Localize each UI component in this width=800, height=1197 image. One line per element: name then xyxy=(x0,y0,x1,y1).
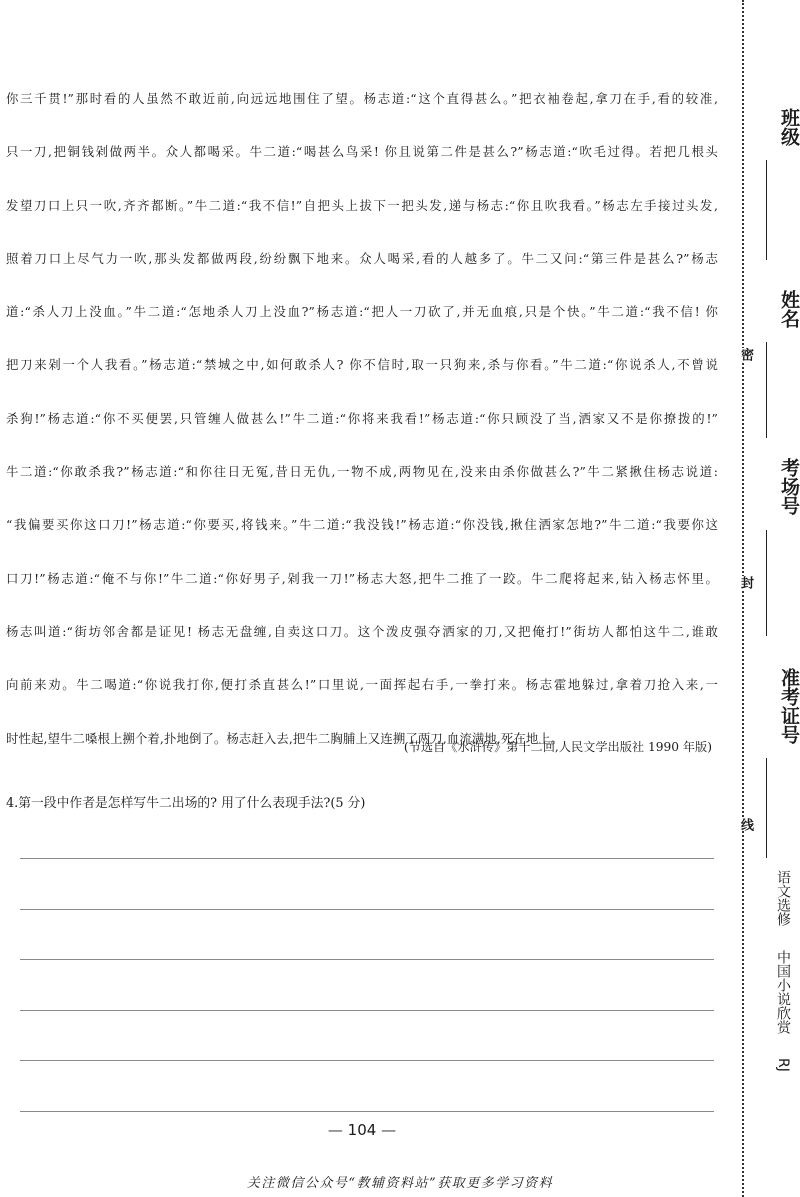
binding-dotted-line xyxy=(742,0,744,1197)
question-4: 4.第一段中作者是怎样写牛二出场的? 用了什么表现手法?(5 分) xyxy=(6,796,366,811)
page-number-value: 104 xyxy=(347,1121,377,1139)
passage-line: 杨志叫道:“街坊邻舍都是证见! 杨志无盘缠,自卖这口刀。这个泼皮强夺洒家的刀,又把俺打!”街坊人都怕这牛二,谁敢 xyxy=(6,623,718,639)
exam-room-field-label: 考场号 xyxy=(778,458,800,515)
page-number-dash: — xyxy=(381,1121,397,1139)
book-info xyxy=(760,870,790,1090)
class-field-label: 班级 xyxy=(778,108,800,146)
page-number-dash: — xyxy=(327,1121,343,1139)
line-mark: 线 xyxy=(734,818,752,831)
class-field-input[interactable] xyxy=(766,160,767,260)
passage-line: 向前来劝。牛二喝道:“你说我打你,便打杀直甚么!”口里说,一面挥起右手,一拳打来。杨志霍地躲过,拿着刀抢入来,一 xyxy=(6,677,718,693)
name-field-input[interactable] xyxy=(766,342,767,438)
source-citation: (节选自《水浒传》第十二回,人民文学出版社 1990 年版) xyxy=(403,740,712,754)
passage-line: 发望刀口上只一吹,齐齐都断。”牛二道:“我不信!”自把头上拔下一把头发,递与杨志:“你且吹我看。”杨志左手接过头发, xyxy=(6,197,718,213)
passage-line: 照着刀口上尽气力一吹,那头发都做两段,纷纷飘下地来。众人喝采,看的人越多了。牛二又问:“第三件是甚么?”杨志 xyxy=(6,250,718,266)
exam-id-field-label: 准考证号 xyxy=(778,668,800,744)
footer-watermark-note: 关注微信公众号“教辅资料站”获取更多学习资料 xyxy=(246,1176,554,1191)
answer-area[interactable] xyxy=(20,858,714,1161)
passage-line: 你三千贯!”那时看的人虽然不敢近前,向远远地围住了望。杨志道:“这个直得甚么。”把衣袖卷起,拿刀在手,看的较准, xyxy=(6,91,718,106)
passage-line: 牛二道:“你敢杀我?”杨志道:“和你往日无冤,昔日无仇,一物不成,两物见在,没来由杀你做甚么?”牛二紧揪住杨志说道: xyxy=(6,464,718,480)
passage-line: “我偏要买你这口刀!”杨志道:“你要买,将钱来。”牛二道:“我没钱!”杨志道:“你没钱,揪住洒家怎地?”牛二道:“我要你这 xyxy=(6,517,718,533)
book-title: 中国小说欣赏 xyxy=(775,950,791,1034)
passage-line: 时性起,望牛二嗓根上搠个着,扑地倒了。杨志赶入去,把牛二胸脯上又连搠了两刀,血流满地,死在地上。 xyxy=(6,730,564,746)
book-subject: 语文选修 xyxy=(775,870,791,926)
passage-line: 把刀来剁一个人我看。”杨志道:“禁城之中,如何敢杀人? 你不信时,取一只狗来,杀与你看。”牛二道:“你说杀人,不曾说 xyxy=(6,357,718,373)
exam-id-field-input[interactable] xyxy=(766,758,767,858)
enclose-mark: 封 xyxy=(734,576,752,589)
answer-line[interactable] xyxy=(20,959,714,1010)
answer-line[interactable] xyxy=(20,1010,714,1061)
answer-line[interactable] xyxy=(20,909,714,960)
passage-line: 杀狗!”杨志道:“你不买便罢,只管缠人做甚么!”牛二道:“你将来我看!”杨志道:“你只顾没了当,洒家又不是你撩拨的!” xyxy=(6,410,718,426)
passage-line: 口刀!”杨志道:“俺不与你!”牛二道:“你好男子,剁我一刀!”杨志大怒,把牛二推了一跤。牛二爬将起来,钻入杨志怀里。 xyxy=(6,570,718,586)
page-number xyxy=(326,1121,398,1139)
passage-line: 道:“杀人刀上没血。”牛二道:“怎地杀人刀上没血?”杨志道:“把人一刀砍了,并无血痕,只是个快。”牛二道:“我不信! 你 xyxy=(6,304,718,320)
answer-line[interactable] xyxy=(20,1060,714,1111)
book-edition: RJ xyxy=(775,1058,791,1072)
seal-mark: 密 xyxy=(734,348,752,361)
exam-room-field-input[interactable] xyxy=(766,530,767,636)
name-field-label: 姓名 xyxy=(778,290,800,328)
answer-line[interactable] xyxy=(20,858,714,909)
passage-line: 只一刀,把铜钱剁做两半。众人都喝采。牛二道:“喝甚么鸟采! 你且说第二件是甚么?”杨志道:“吹毛过得。若把几根头 xyxy=(6,144,718,160)
passage-text xyxy=(6,72,718,765)
